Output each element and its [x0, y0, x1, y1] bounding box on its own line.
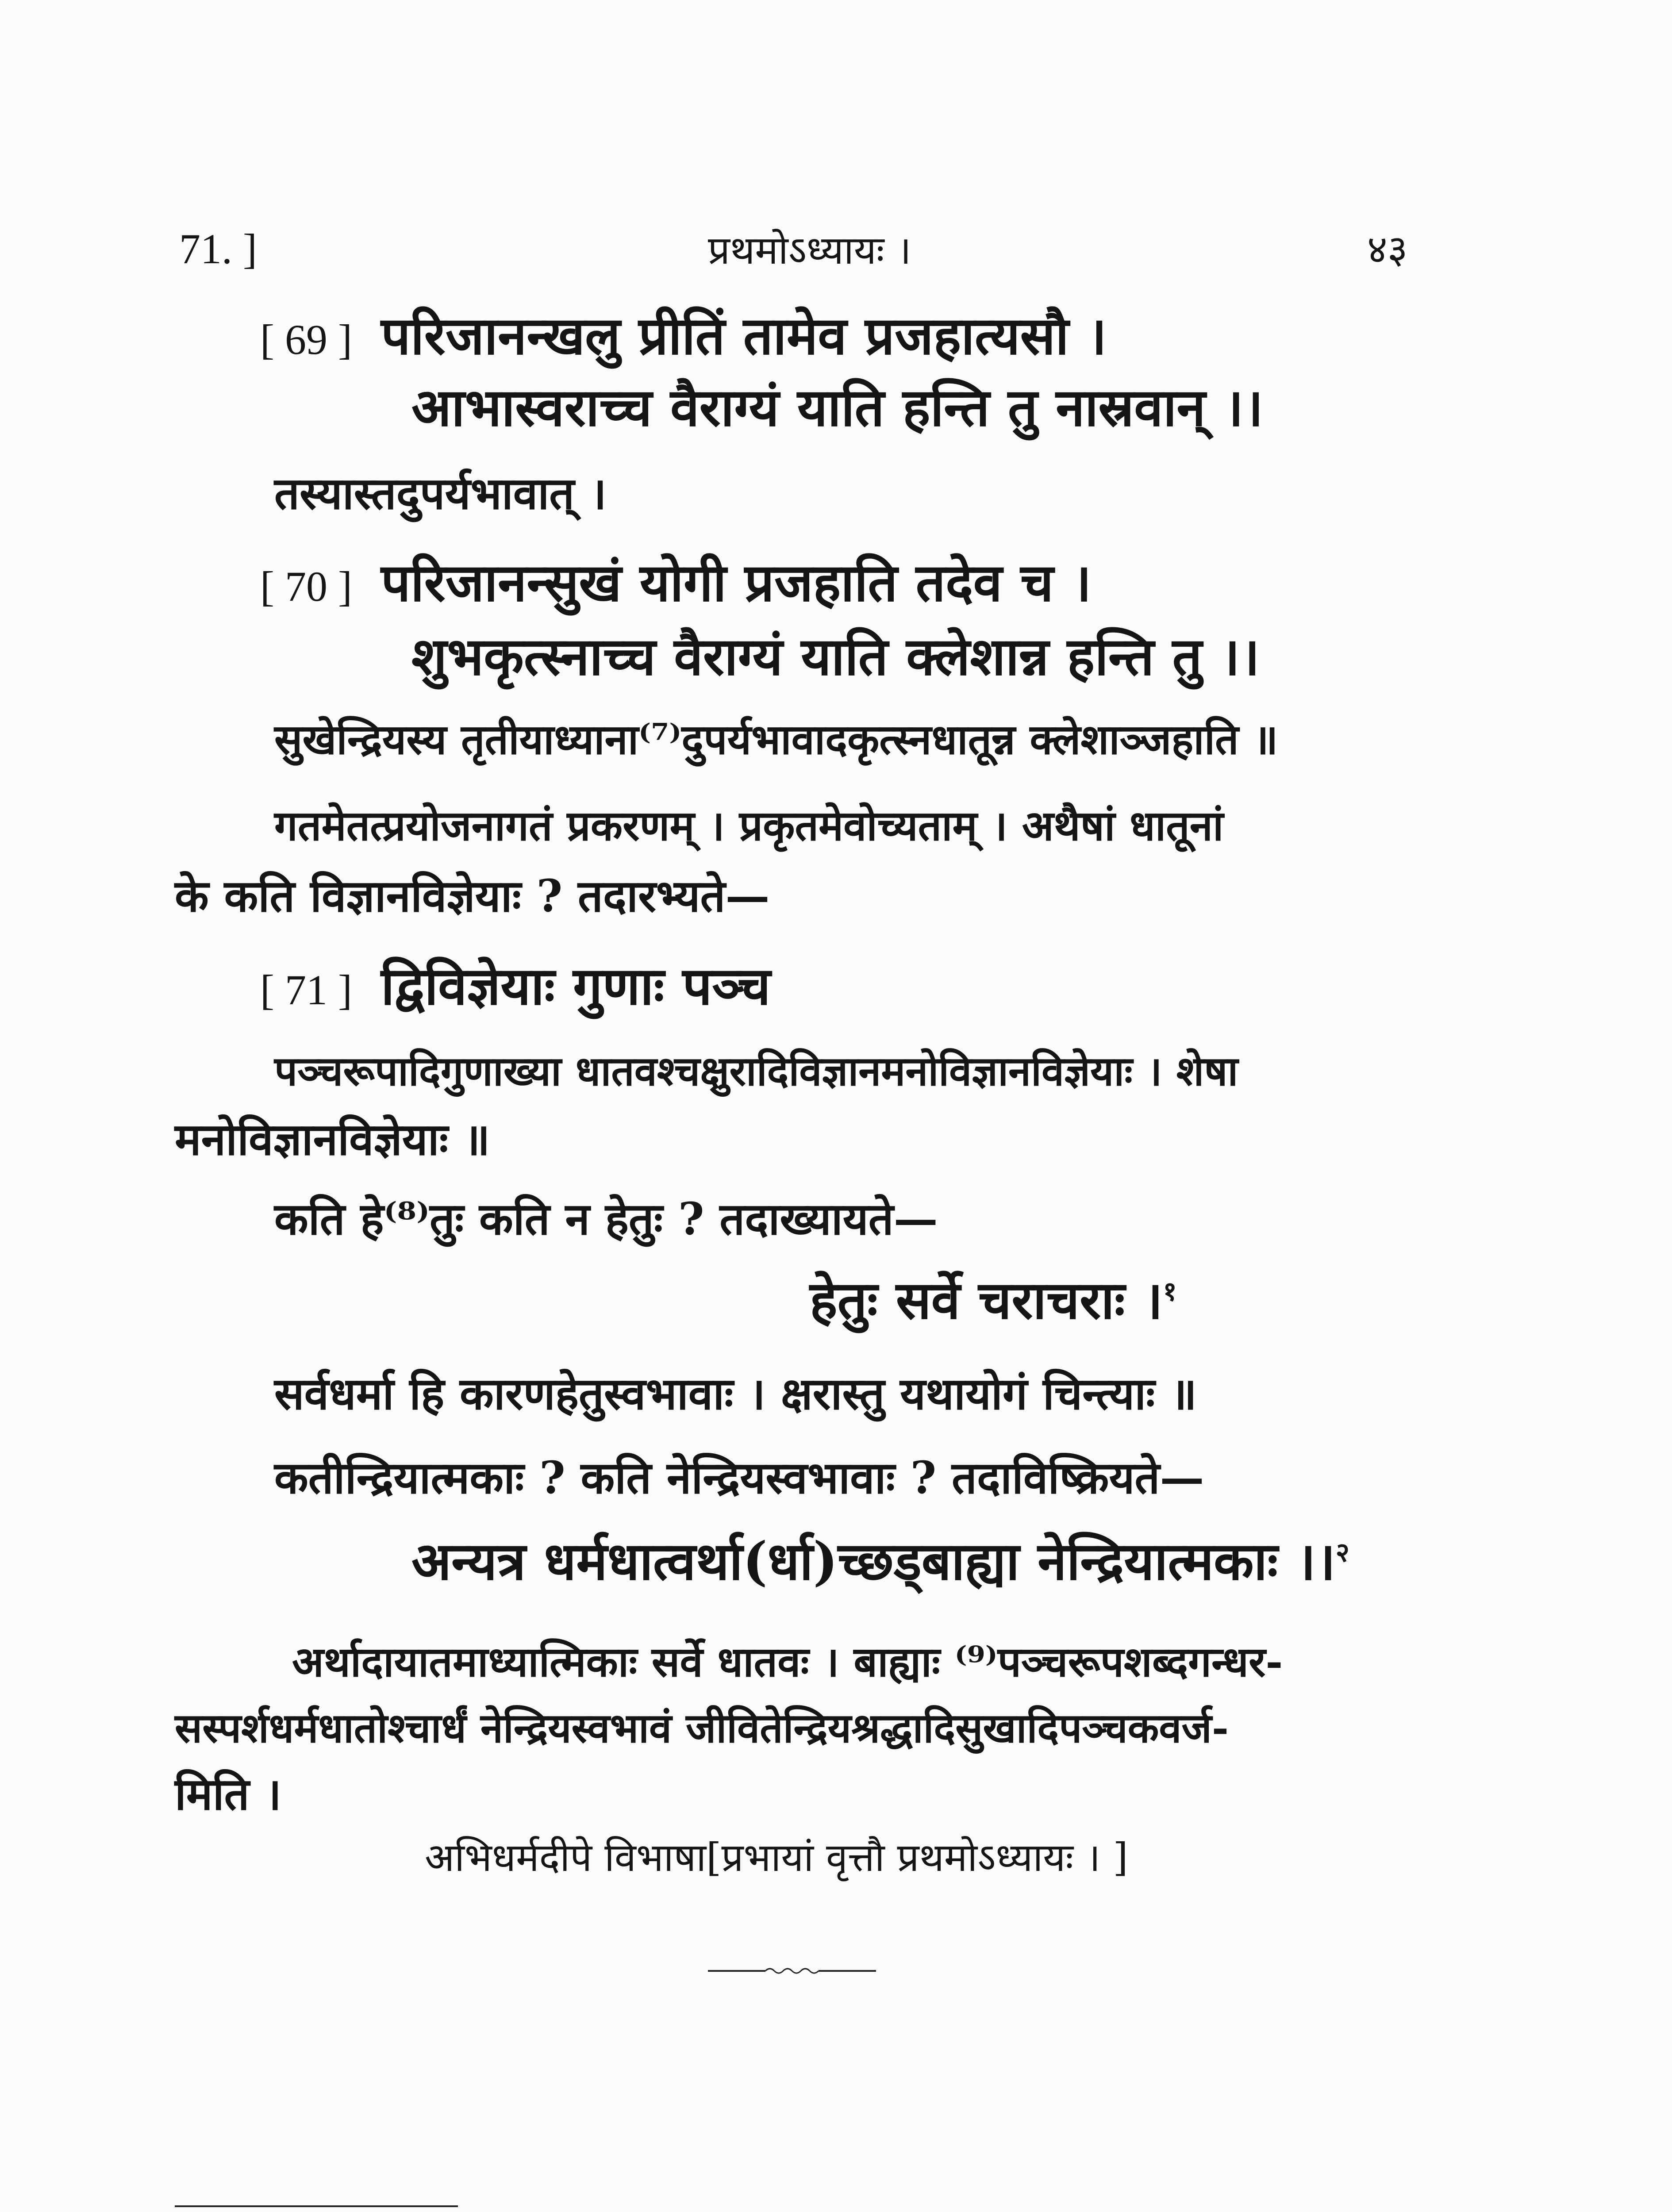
page-number: ४३	[1367, 227, 1408, 272]
page-header-title: प्रथमोऽध्यायः ।	[708, 227, 911, 273]
verse-text: परिजानन्खलु प्रीतिं तामेव प्रजहात्यसौ ।	[381, 305, 1107, 366]
verse-text: परिजानन्सुखं योगी प्रजहाति तदेव च ।	[381, 552, 1092, 613]
verse-number: [ 70 ]	[260, 563, 352, 610]
karika-text: हेतुः सर्वे चराचराः ।	[810, 1269, 1163, 1331]
prose-2-line-1: पञ्चरूपादिगुणाख्या धातवश्चक्षुरादिविज्ञानमनोविज्ञानविज्ञेयाः । शेषा	[274, 1047, 1238, 1095]
verse-number: [ 69 ]	[260, 316, 352, 363]
prose-2-line-2: मनोविज्ञानविज्ञेयाः ॥	[175, 1113, 490, 1165]
prose-6-line-1: अर्थादायातमाध्यात्मिकाः सर्वे धातवः । बाह्याः ⁽⁹⁾पञ्चरूपशब्दगन्धर-	[292, 1638, 1283, 1686]
commentary-69: तस्यास्तदुपर्यभावात् ।	[274, 467, 607, 519]
verse-number: [ 71 ]	[260, 966, 352, 1014]
karika-text: अन्यत्र धर्मधात्वर्था(र्धा)च्छड्बाह्या नेन्द्रियात्मकाः ।।	[411, 1530, 1336, 1592]
prose-1-line-1: गतमेतत्प्रयोजनागतं प्रकरणम् । प्रकृतमेवोच्यताम् । अथैषां धातूनां	[274, 802, 1224, 850]
prose-3: कति हे⁽⁸⁾तुः कति न हेतुः ? तदाख्यायते—	[274, 1193, 938, 1245]
ornamental-divider	[708, 1964, 876, 1978]
prose-6-line-2: सस्पर्शधर्मधातोश्चार्धं नेन्द्रियस्वभावं जीवितेन्द्रियश्रद्धादिसुखादिपञ्चकवर्ज-	[175, 1704, 1229, 1752]
commentary-70: सुखेन्द्रियस्य तृतीयाध्याना⁽⁷⁾दुपर्यभावादकृत्स्नधातून्न क्लेशाञ्जहाति ॥	[274, 715, 1278, 764]
footnote-mark: १	[1163, 1276, 1177, 1307]
verse-69-line-2: आभास्वराच्च वैराग्यं याति हन्ति तु नास्रवान् ।।	[411, 376, 1264, 438]
karika-2	[411, 1530, 1349, 1592]
footnote-rule	[175, 2205, 458, 2207]
page-header-left: 71. ]	[179, 225, 257, 273]
verse-70-line-1	[260, 552, 1092, 613]
verse-69-line-1	[260, 305, 1107, 366]
verse-text: द्विविज्ञेयाः गुणाः पञ्च	[381, 955, 771, 1017]
prose-6-line-3: मिति ।	[175, 1768, 282, 1820]
verse-71-line-1	[260, 955, 771, 1017]
prose-5: कतीन्द्रियात्मकाः ? कति नेन्द्रियस्वभावाः ? तदाविष्क्रियते—	[274, 1452, 1204, 1504]
prose-4: सर्वधर्मा हि कारणहेतुस्वभावाः । क्षरास्तु यथायोगं चिन्त्याः ॥	[274, 1367, 1197, 1420]
karika-1	[810, 1269, 1177, 1331]
prose-1-line-2: के कति विज्ञानविज्ञेयाः ? तदारभ्यते—	[175, 870, 770, 922]
chapter-colophon: अभिधर्मदीपे विभाषा[प्रभायां वृत्तौ प्रथमोऽध्यायः । ]	[425, 1835, 1128, 1880]
verse-70-line-2: शुभकृत्स्नाच्च वैराग्यं याति क्लेशान्न हन्ति तु ।।	[411, 626, 1260, 687]
footnote-mark: २	[1335, 1537, 1349, 1568]
